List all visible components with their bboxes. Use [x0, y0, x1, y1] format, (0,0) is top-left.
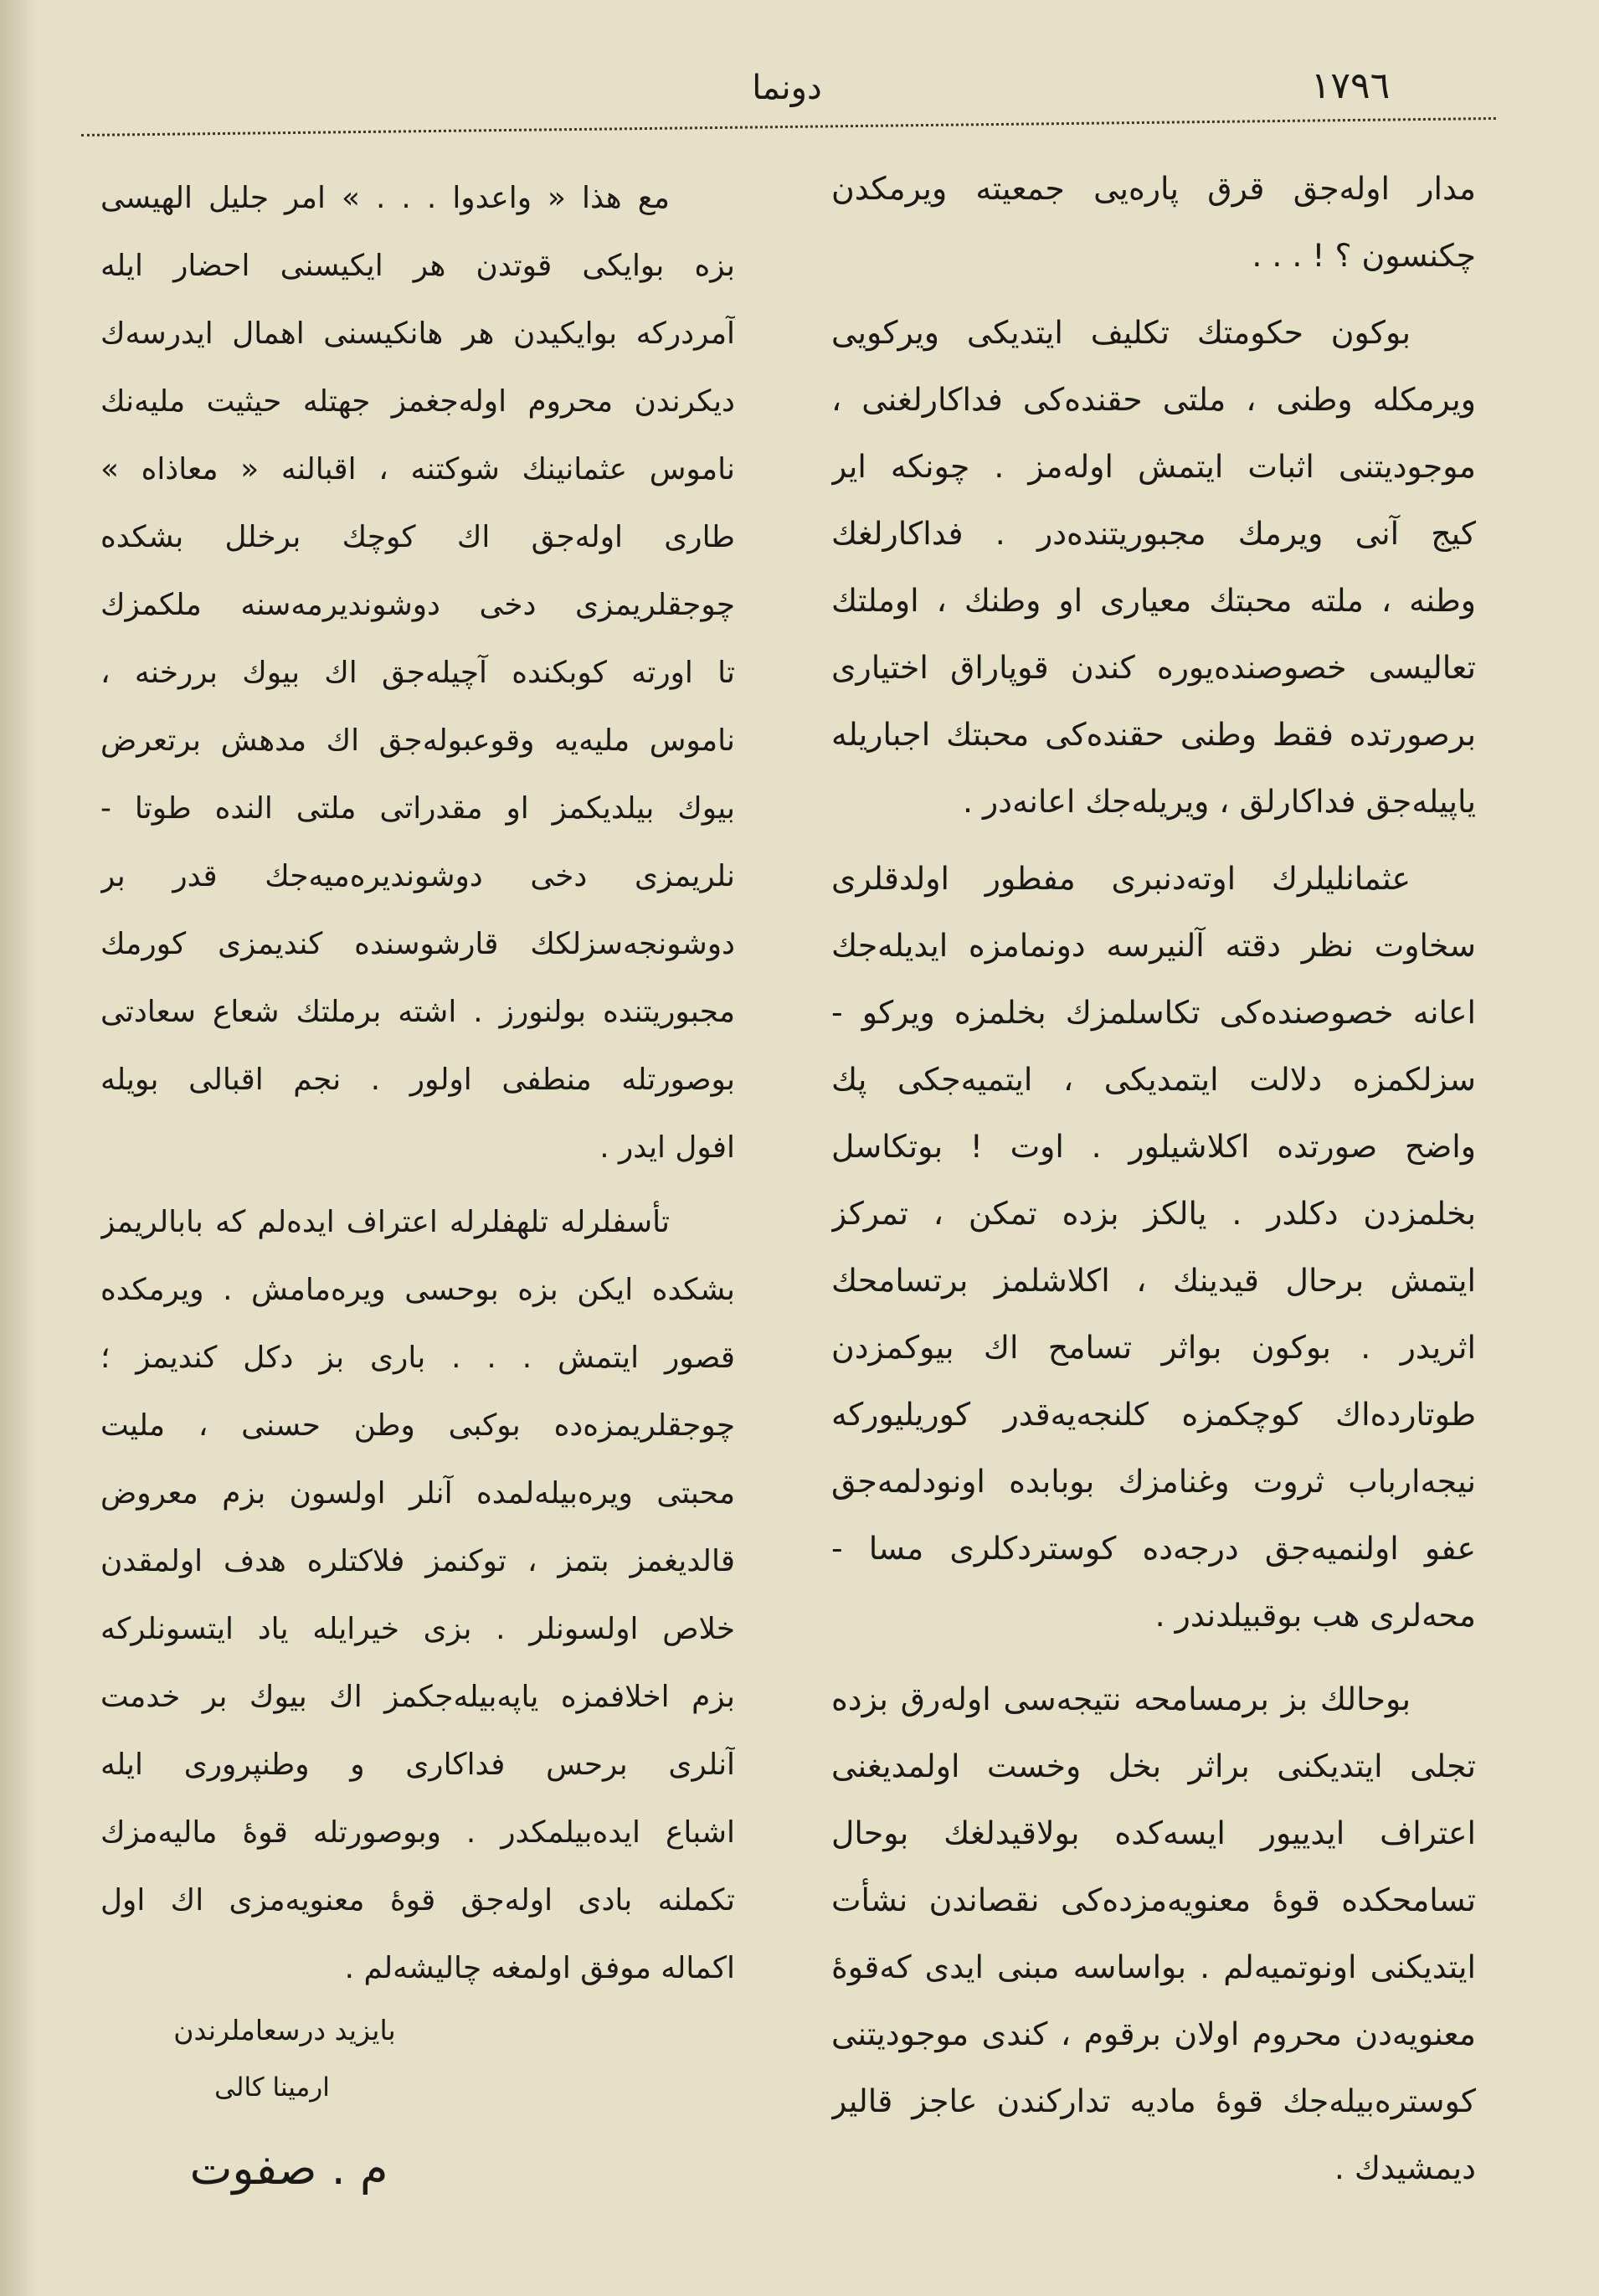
line-text: اعتراف ایدییور ایسه‌کده بولاقیدلغك بوحال [831, 1815, 1476, 1851]
text-line [831, 1381, 1476, 1448]
line-text: اشباع ایده‌بیلمکدر . وبوصورتله قوهٔ مالیه‌مزك [100, 1815, 735, 1850]
text-line [831, 1180, 1476, 1247]
dotted-header-rule [81, 117, 1496, 136]
text-line [831, 1515, 1476, 1582]
text-line [100, 639, 735, 707]
text-line [831, 1732, 1476, 1799]
text-line [831, 979, 1476, 1046]
text-line [831, 1314, 1476, 1381]
line-text: خلاص اولسونلر . بزی خیرایله یاد ایتسونلرکه [100, 1612, 735, 1646]
line-text: معنویه‌دن محروم اولان برقوم ، کندی موجودیتنی [831, 2015, 1476, 2052]
line-text: سزلکمزه دلالت ایتمدیکی ، ایتمیه‌جکی پك [831, 1061, 1476, 1098]
line-text: دوشونجه‌سزلکك قارشوسنده کندیمزی کورمك [100, 927, 735, 961]
line-text: بخلمزدن دکلدر . یالکز بزده تمکن ، تمرکز [831, 1195, 1476, 1232]
text-line [100, 707, 735, 775]
line-text: ناموس عثمانینك شوکتنه ، اقبالنه « معاذاه » [100, 452, 735, 486]
text-line [831, 433, 1476, 500]
line-text: بشکده ایکن بزه بوحسی ویره‌مامش . ویرمکده [100, 1273, 735, 1307]
paragraph-first-line [831, 1665, 1476, 1732]
text-line [831, 1448, 1476, 1515]
text-line [831, 222, 1476, 289]
text-line [100, 1799, 735, 1866]
text-line [831, 912, 1476, 979]
text-line [831, 1933, 1476, 2000]
paragraph-first-line [100, 1188, 735, 1256]
line-text: چوجقلریمزه‌ده بوکبی وطن حسنی ، ملیت [100, 1408, 735, 1443]
running-title: دونما [752, 69, 822, 107]
text-line [100, 842, 735, 910]
line-text: ایتمش برحال قیدینك ، اکلاشلمز برتسامحك [831, 1262, 1476, 1299]
line-text: بیوك بیلدیکمز او مقدراتی ملتی النده طوتا - [100, 791, 735, 826]
line-text: بوصورتله منطفی اولور . نجم اقبالی بویله [100, 1063, 735, 1097]
text-line [100, 1256, 735, 1324]
text-line [831, 2067, 1476, 2134]
line-text: چکنسون ؟ ! . . . [1252, 237, 1476, 274]
line-text: چوجقلریمزی دخی دوشوندیرمه‌سنه ملکمزك [100, 588, 735, 622]
text-line [100, 232, 735, 300]
line-text: قالدیغمز بتمز ، توکنمز فلاکتلره هدف اولمقدن [100, 1544, 735, 1578]
text-line [100, 1731, 735, 1799]
line-text: واضح صورتده اکلاشیلور . اوت ! بوتکاسل [831, 1128, 1476, 1165]
line-text: محه‌لری هب بوقبیلدندر . [1154, 1597, 1476, 1634]
line-text: سخاوت نظر دقته آلنیرسه دونمامزه ایدیله‌جك [831, 927, 1476, 964]
line-text: موجودیتنی اثبات ایتمش اوله‌مز . چونکه ایر [831, 448, 1476, 485]
line-text: اعانه خصوصنده‌کی تکاسلمزك بخلمزه ویرکو - [831, 994, 1476, 1031]
text-line [100, 503, 735, 571]
text-line [100, 910, 735, 978]
text-line [100, 978, 735, 1046]
line-text: تا اورته کوبکنده آچیله‌جق اك بیوك بررخنه ، [100, 656, 735, 690]
text-line [100, 1392, 735, 1459]
text-line [831, 155, 1476, 222]
text-line [831, 2000, 1476, 2067]
line-text: کیج آنی ویرمك مجبوریتنده‌در . فداکارلغك [831, 515, 1476, 552]
line-text: آمردرکه بوایکیدن هر هانکیسنی اهمال ایدرسه‌ك [100, 317, 735, 351]
text-line [100, 1866, 735, 1934]
text-line [831, 1866, 1476, 1933]
line-text: مع هذا « واعدوا . . . » امر جلیل الهیسی [100, 181, 670, 215]
line-text: وطنه ، ملته محبتك معیاری او وطنك ، اوملتك [831, 582, 1476, 619]
text-line [100, 435, 735, 503]
line-text: افول ایدر . [599, 1130, 735, 1165]
text-line [100, 368, 735, 435]
text-line [831, 634, 1476, 701]
right-column [831, 155, 1476, 2232]
text-line [831, 2134, 1476, 2201]
line-text: عفو اولنمیه‌جق درجه‌ده کوستردکلری مسا - [831, 1530, 1476, 1567]
text-line [100, 571, 735, 639]
line-text: تسامحكده قوهٔ معنویه‌مزده‌کی نقصاندن نشأت [831, 1882, 1476, 1918]
signature-author: م . صفوت [189, 2142, 388, 2195]
text-line [831, 1247, 1476, 1314]
line-text: بوحالك بز برمسامحه نتیجه‌سی اوله‌رق بزده [831, 1681, 1411, 1717]
page-number: ١٧٩٦ [1310, 64, 1391, 107]
paragraph-first-line [831, 299, 1476, 366]
page-binding-shadow [0, 0, 39, 2296]
line-text: بزم اخلافمزه یاپه‌بیله‌جکمز اك بیوك بر خدمت [100, 1680, 735, 1714]
text-line [100, 775, 735, 842]
line-text: ناموس ملیه‌یه وقوعبوله‌جق اك مدهش برتعرض [100, 723, 735, 758]
text-line [100, 1934, 735, 2002]
text-line [831, 768, 1476, 835]
text-line [831, 366, 1476, 433]
line-text: نیجه‌ارباب ثروت وغنامزك بوبابده اونودلمه‌جق [831, 1463, 1476, 1500]
text-line [831, 1799, 1476, 1866]
line-text: طاری اوله‌جق اك کوچك برخلل بشکده [100, 520, 735, 554]
text-line [831, 1582, 1476, 1649]
paragraph-first-line [100, 164, 735, 232]
line-text: بزه بوایکی قوتدن هر ایکیسنی احضار ایله [100, 249, 735, 283]
text-line [831, 1113, 1476, 1180]
left-column [100, 164, 735, 2006]
line-text: یاپیله‌جق فداکارلق ، ویریله‌جك اعانه‌در . [963, 783, 1476, 820]
text-line [100, 1114, 735, 1181]
line-text: عثمانلیلرك اوته‌دنبری مفطور اولدقلری [831, 860, 1411, 897]
line-text: ویرمکله وطنی ، ملتی حقنده‌کی فداکارلغنی ، [831, 381, 1476, 418]
text-line [100, 1595, 735, 1663]
line-text: دیکرندن محروم اوله‌جغمز جهتله حیثیت ملیه‌نك [100, 384, 735, 419]
line-text: مجبوریتنده بولنورز . اشته برملتك شعاع سعادتی [100, 995, 735, 1029]
line-text: بوکون حکومتك تکلیف ایتدیکی ویرکویی [831, 314, 1411, 351]
line-text: قصور ایتمش . . . باری بز دکل کندیمز ؛ [100, 1341, 735, 1375]
line-text: اثریدر . بوکون بواثر تسامح اك بیوکمزدن [831, 1329, 1476, 1366]
line-text: طوتارده‌اك کوچکمزه کلنجه‌یه‌قدر کوریلیورکه [831, 1396, 1476, 1433]
line-text: محبتی ویره‌بیله‌لمده آنلر اولسون بزم معروض [100, 1476, 735, 1511]
line-text: مدار اوله‌جق قرق پاره‌یی جمعیته ویرمکدن [831, 170, 1476, 207]
text-line [831, 701, 1476, 768]
line-text: تأسفلرله تلهفلرله اعتراف ایده‌لم که بابالریمز [100, 1205, 670, 1239]
signature-affiliation: بایزید درسعاملرندن [173, 2014, 396, 2046]
text-line [100, 1459, 735, 1527]
text-line [100, 1046, 735, 1114]
text-line [100, 1527, 735, 1595]
line-text: برصورتده فقط وطنی حقنده‌کی محبتك اجباریله [831, 716, 1476, 753]
signature-place: ارمینا کالی [214, 2072, 330, 2103]
line-text: تجلی ایتدیکنی براثر بخل وخست اولمدیغنی [831, 1748, 1476, 1784]
text-line [831, 500, 1476, 567]
text-line [100, 1324, 735, 1392]
text-line [100, 1663, 735, 1731]
text-line [831, 1046, 1476, 1113]
line-text: کوستره‌بیله‌جك قوهٔ مادیه تدارکندن عاجز قالیر [831, 2082, 1476, 2119]
line-text: دیمشیدك . [1334, 2149, 1476, 2186]
paragraph-first-line [831, 845, 1476, 912]
line-text: تکملنه بادی اوله‌جق قوهٔ معنویه‌مزی اك اول [100, 1883, 735, 1918]
line-text: اکماله موفق اولمغه چالیشه‌لم . [344, 1951, 735, 1985]
text-line [100, 300, 735, 368]
text-line [831, 567, 1476, 634]
line-text: ایتدیکنی اونوتمیه‌لم . بواساسه مبنی ایدی که‌قوهٔ [831, 1949, 1476, 1985]
line-text: آنلری برحس فداکاری و وطنپروری ایله [100, 1748, 735, 1782]
line-text: تعالیسی خصوصنده‌یوره کندن قوپاراق اختیاری [831, 649, 1476, 686]
line-text: نلریمزی دخی دوشوندیره‌میه‌جك قدر بر [100, 859, 735, 893]
